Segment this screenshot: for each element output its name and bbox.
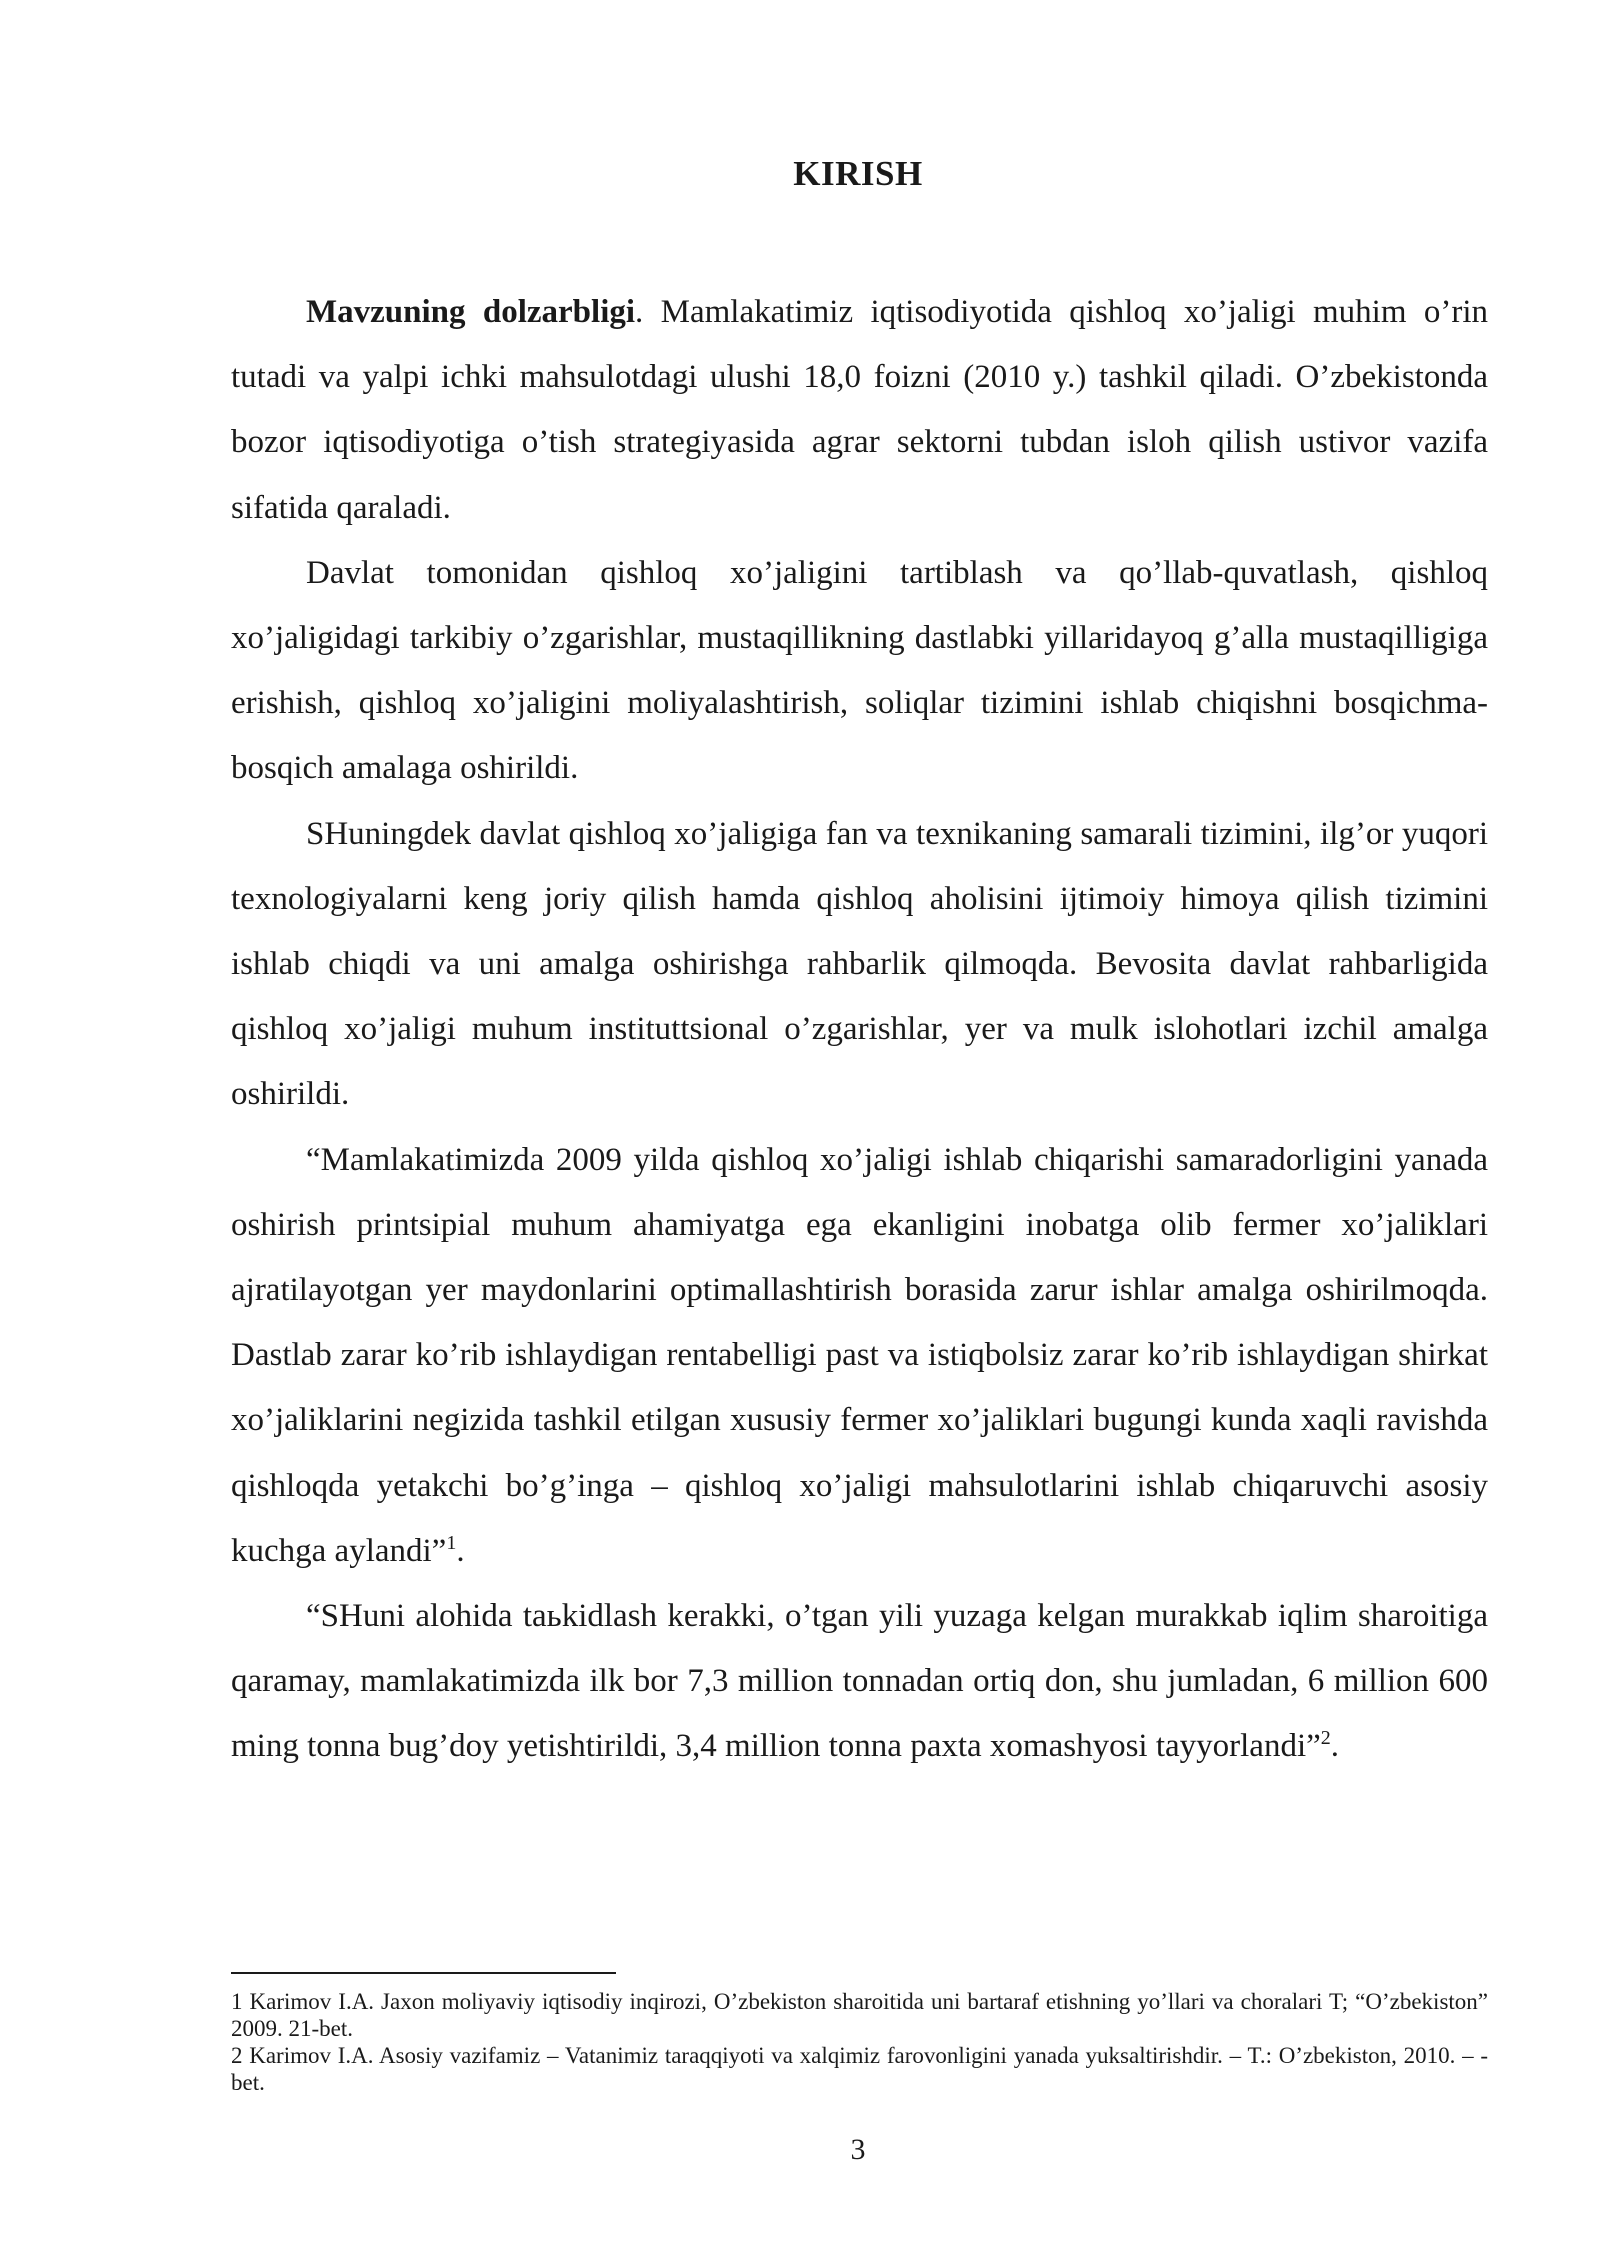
quote-farming-text: “Mamlakatimizda 2009 yilda qishloq xo’jaligi ishlab chiqarishi samaradorligini yanada oshirish printsipial muhum ahamiyatga ega ekanligini inobatga olib fermer xo’jaliklari ajratilayotgan yer maydonlarini optimallashtirish borasida zarur ishlar amalga oshirilmoqda. Dastlab zarar ko’rib ishlaydigan rentabelligi past va istiqbolsiz zarar ko’rib ishlaydigan shirkat xo’jaliklarini negizida tashkil etilgan xususiy fermer xo’jaliklari bugungi kunda xaqli ravishda qishloqda yetakchi bo’g’inga – qishloq xo’jaligi mahsulotlarini ishlab chiqaruvchi asosiy kuchga aylandi” [231, 1141, 1488, 1569]
footnote-ref-2[interactable]: 2 [1320, 1727, 1331, 1750]
footnote-ref-1[interactable]: 1 [446, 1531, 457, 1554]
quote-harvest-text: “SHuni alohida taьkidlash kerakki, o’tgan yili yuzaga kelgan murakkab iqlim sharoitiga qaramay, mamlakatimizda ilk bor 7,3 million tonnadan ortiq don, shu jumladan, 6 million 600 ming tonna bug’doy yetishtirildi, 3,4 million tonna paxta xomashyosi tayyorlandi” [231, 1598, 1488, 1765]
footnote-1: 1 Karimov I.A. Jaxon moliyaviy iqtisodiy inqirozi, O’zbekiston sharoitida uni bartaraf etishning yo’llari va choralari T; “O’zbekiston” 2009. 21-bet. [231, 1989, 1488, 2041]
quote-harvest-end: . [1330, 1728, 1340, 1765]
paragraph-quote-harvest [231, 1584, 1488, 1780]
footnotes [231, 1988, 1488, 2096]
page-number: 3 [850, 2133, 866, 2166]
paragraph-technology: SHuningdek davlat qishloq xo’jaligiga fan va texnikaning samarali tizimini, ilg’or yuqori texnologiyalarni keng joriy qilish hamda qishloq aholisini ijtimoiy himoya qilish tizimini ishlab chiqdi va uni amalga oshirishga rahbarlik qilmoqda. Bevosita davlat rahbarligida qishloq xo’jaligi muhum instituttsional o’zgarishlar, yer va mulk islohotlari izchil amalga oshirildi. [231, 815, 1488, 1113]
footnote-2: 2 Karimov I.A. Asosiy vazifamiz – Vatanimiz taraqqiyoti va xalqimiz farovonligini yanada yuksaltirishdir. – T.: O’zbekiston, 2010. – -bet. [231, 2043, 1488, 2095]
relevance-text: . Mamlakatimiz iqtisodiyotida qishloq xo’jaligi muhim o’rin tutadi va yalpi ichki mahsulotdagi ulushi 18,0 foizni (2010 y.) tashkil qiladi. O’zbekistonda bozor iqtisodiyotiga o’tish strategiyasida agrar sektorni tubdan isloh qilish ustivor vazifa sifatida qaraladi. [231, 294, 1488, 526]
page-title: KIRISH [793, 154, 923, 193]
footnote-divider [231, 1972, 616, 1974]
paragraph-relevance [231, 280, 1488, 541]
paragraph-state-regulation: Davlat tomonidan qishloq xo’jaligini tartiblash va qo’llab-quvatlash, qishloq xo’jaligidagi tarkibiy o’zgarishlar, mustaqillikning dastlabki yillaridayoq g’alla mustaqilligiga erishish, qishloq xo’jaligini moliyalashtirish, soliqlar tizimini ishlab chiqishni bosqichma-bosqich amalaga oshirildi. [231, 554, 1488, 787]
relevance-heading: Mavzuning dolzarbligi [306, 294, 636, 330]
quote-farming-end: . [456, 1532, 465, 1569]
body-text [231, 280, 1488, 1780]
paragraph-quote-farming [231, 1128, 1488, 1584]
